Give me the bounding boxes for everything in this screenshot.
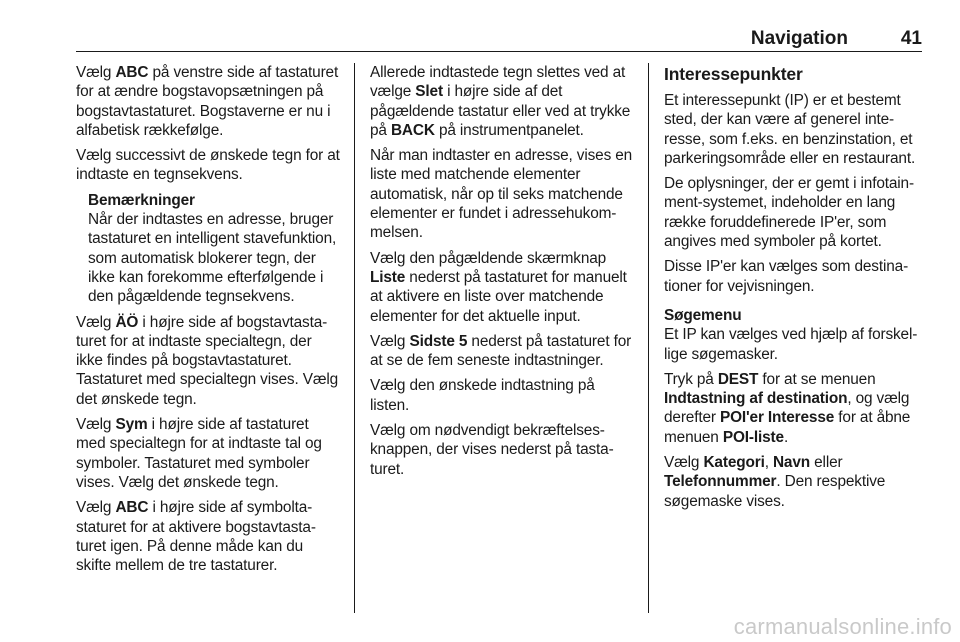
section-heading: Interessepunkter	[664, 64, 803, 84]
paragraph: Allerede indtastede tegn slettes ved at vælge Slet i højre side af det pågældende tastatur eller ved at trykke på BACK på instrumentpanelet.	[370, 64, 631, 139]
paragraph: De oplysninger, der er gemt i infotainment-systemet, indeholder en lang række foruddefinerede IP'er, som angives med symboler på kortet.	[664, 175, 915, 251]
paragraph: Vælg Sidste 5 nederst på tastaturet for at se de fem seneste indtastninger.	[370, 332, 632, 370]
column-divider	[648, 63, 649, 613]
column-divider	[354, 63, 355, 613]
paragraph: Vælg ABC på venstre side af tastaturet for at ændre bogstavopsætningen på bogstavtastaturet. Bogstaverne er nu i alfabetisk rækkefølge.	[76, 64, 339, 139]
paragraph: Vælg ABC i højre side af symboltastaturet for at aktivere bogstavtastaturet igen. På denne måde kan du skifte mellem de tre tastaturer.	[76, 499, 316, 575]
paragraph: Vælg successivt de ønskede tegn for at indtaste en tegnsekvens.	[76, 147, 340, 184]
paragraph: Vælg ÄÖ i højre side af bogstavtastaturet for at indtaste specialtegn, der ikke findes på bogstavtastaturet. Tastaturet med specialtegn vises. Vælg det ønskede tegn.	[76, 313, 339, 408]
paragraph: Vælg Sym i højre side af tastaturet med specialtegn for at indtaste tal og symboler. Tastaturet med symboler vises. Vælg det ønskede tegn.	[76, 416, 322, 491]
column-1	[76, 63, 340, 581]
paragraph: Vælg den pågældende skærmknap Liste nederst på tastaturet for manuelt at aktivere en liste over matchende elementer for det aktuelle input.	[370, 249, 627, 325]
note-box	[88, 191, 340, 307]
header-rule	[76, 51, 922, 52]
subheading: Søgemenu	[664, 306, 742, 324]
column-3	[664, 63, 926, 517]
paragraph: Disse IP'er kan vælges som destinationer for vejvisningen.	[664, 258, 909, 295]
paragraph: Vælg den ønskede indtastning på listen.	[370, 377, 595, 414]
paragraph: Vælg om nødvendigt bekræftelsesknappen, der vises nederst på tastaturet.	[370, 422, 614, 478]
note-body: Når der indtastes en adresse, bruger tastaturet en intelligent stavefunktion, som automatisk blokerer tegn, der ikke kan forekomme efterfølgende i den pågældende tegnsekvens.	[88, 211, 337, 306]
paragraph: Et IP kan vælges ved hjælp af forskellige søgemasker.	[664, 326, 918, 363]
section-title: Navigation	[750, 28, 848, 49]
watermark: carmanualsonline.info	[733, 614, 952, 639]
column-2	[370, 63, 635, 485]
paragraph: Tryk på DEST for at se menuen Indtastning af destination, og vælg derefter POI'er Interesse for at åbne menuen POI-liste.	[664, 370, 911, 446]
paragraph: Når man indtaster en adresse, vises en liste med matchende elementer automatisk, når op til seks matchende elementer er fundet i adressehukommelsen.	[370, 147, 633, 242]
page-header	[76, 28, 922, 50]
paragraph: Et interessepunkt (IP) er et bestemt sted, der kan være af generel interesse, som f.eks. en benzinstation, et parkeringsområde eller en restaurant.	[664, 92, 916, 167]
note-heading: Bemærkninger	[88, 191, 195, 209]
paragraph: Vælg Kategori, Navn eller Telefonnummer. Den respektive søgemaske vises.	[664, 454, 886, 510]
page-number: 41	[900, 28, 922, 49]
